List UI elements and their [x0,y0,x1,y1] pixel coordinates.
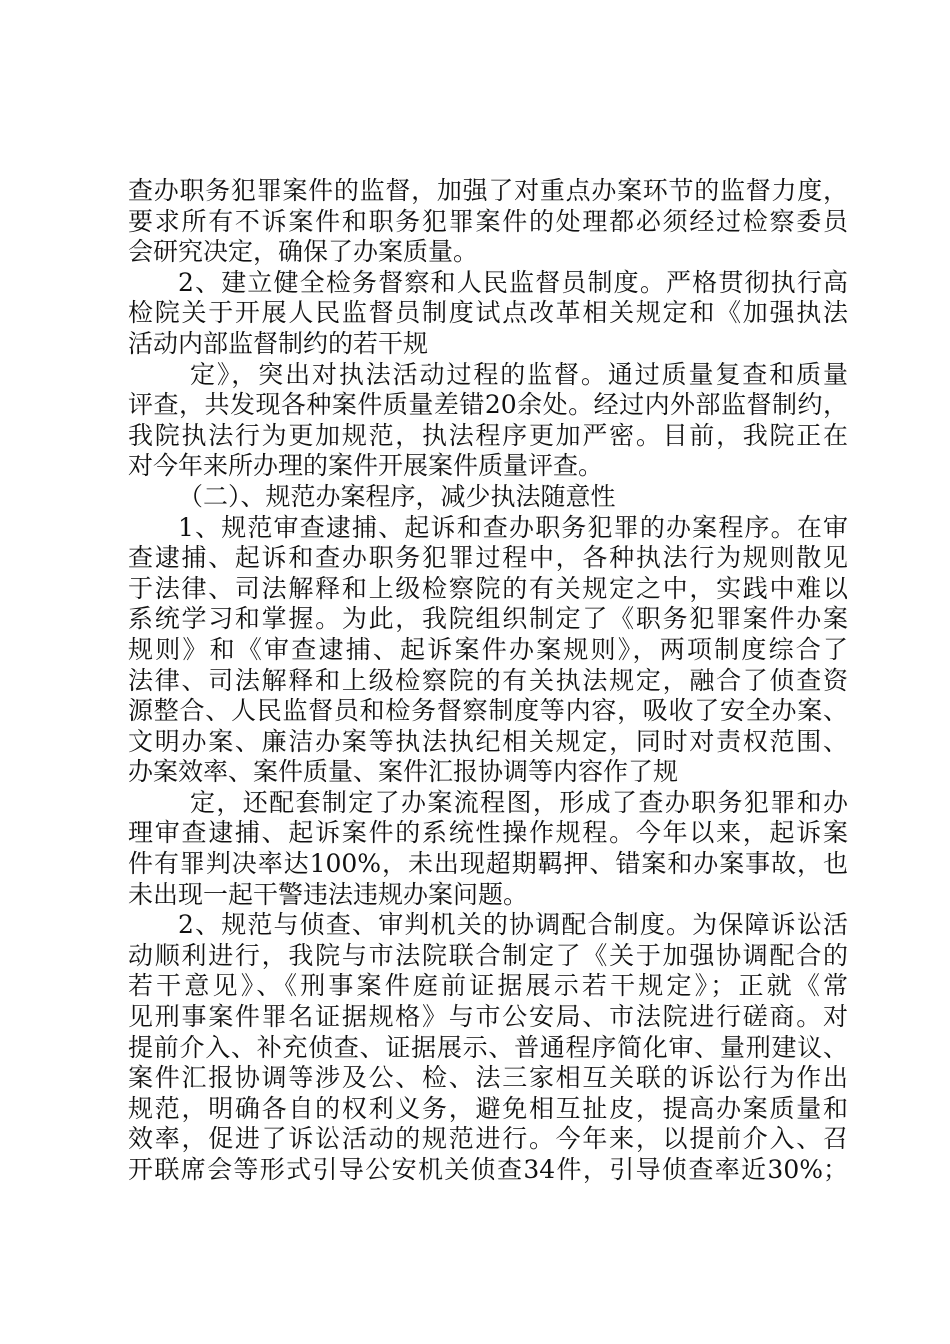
text-line: 未出现一起干警违法违规办案问题。 [128,879,529,909]
text-line: 查办职务犯罪案件的监督，加强了对重点办案环节的监督力度， [128,176,848,205]
text-line: 定，还配套制定了办案流程图，形成了查办职务犯罪和办 [190,787,848,817]
text-line: 查逮捕、起诉和查办职务犯罪过程中，各种执法行为规则散见 [128,543,848,573]
text-line: 会研究决定，确保了办案质量。 [128,237,479,267]
text-line: 评查，共发现各种案件质量差错20余处。经过内外部监督制约， [128,390,848,420]
text-line: 系统学习和掌握。为此，我院组织制定了《职务犯罪案件办案 [128,604,848,634]
text-line: 案件汇报协调等涉及公、检、法三家相互关联的诉讼行为作出 [128,1063,848,1093]
text-line: 规范，明确各自的权利义务，避免相互扯皮，提高办案质量和 [128,1093,848,1123]
text-line: 理审查逮捕、起诉案件的系统性操作规程。今年以来，起诉案 [128,818,848,848]
text-line: 活动内部监督制约的若干规 [128,328,429,358]
text-line: 动顺利进行，我院与市法院联合制定了《关于加强协调配合的 [128,940,848,970]
text-line: 1、规范审查逮捕、起诉和查办职务犯罪的办案程序。在审 [178,512,848,542]
text-line: （二）、规范办案程序，减少执法随意性 [178,481,616,511]
text-line: 我院执法行为更加规范，执法程序更加严密。目前，我院正在 [128,420,848,450]
text-line: 办案效率、案件质量、案件汇报协调等内容作了规 [128,757,679,787]
text-line: 文明办案、廉洁办案等执法执纪相关规定，同时对责权范围、 [128,726,848,756]
text-line: 件有罪判决率达100%，未出现超期羁押、错案和办案事故，也 [128,849,848,879]
text-line: 法律、司法解释和上级检察院的有关执法规定，融合了侦查资 [128,665,848,695]
text-line: 见刑事案件罪名证据规格》与市公安局、市法院进行磋商。对 [128,1002,848,1032]
text-line: 开联席会等形式引导公安机关侦查34件，引导侦查率近30%； [128,1155,848,1184]
text-line: 要求所有不诉案件和职务犯罪案件的处理都必须经过检察委员 [128,206,848,236]
text-line: 2、建立健全检务督察和人民监督员制度。严格贯彻执行高 [178,267,848,297]
text-line: 检院关于开展人民监督员制度试点改革相关规定和《加强执法 [128,298,848,328]
text-line: 对今年来所办理的案件开展案件质量评查。 [128,451,604,481]
text-line: 2、规范与侦查、审判机关的协调配合制度。为保障诉讼活 [178,910,848,940]
text-line: 定》，突出对执法活动过程的监督。通过质量复查和质量 [190,359,848,389]
text-line: 源整合、人民监督员和检务督察制度等内容，吸收了安全办案、 [128,696,848,726]
text-line: 提前介入、补充侦查、证据展示、普通程序简化审、量刑建议、 [128,1032,848,1062]
text-line: 于法律、司法解释和上级检察院的有关规定之中，实践中难以 [128,573,848,603]
text-line: 规则》和《审查逮捕、起诉案件办案规则》，两项制度综合了 [128,634,848,664]
document-body [128,176,848,1186]
text-line: 若干意见》、《刑事案件庭前证据展示若干规定》；正就《常 [128,971,848,1001]
text-line: 效率，促进了诉讼活动的规范进行。今年来，以提前介入、召 [128,1124,848,1154]
